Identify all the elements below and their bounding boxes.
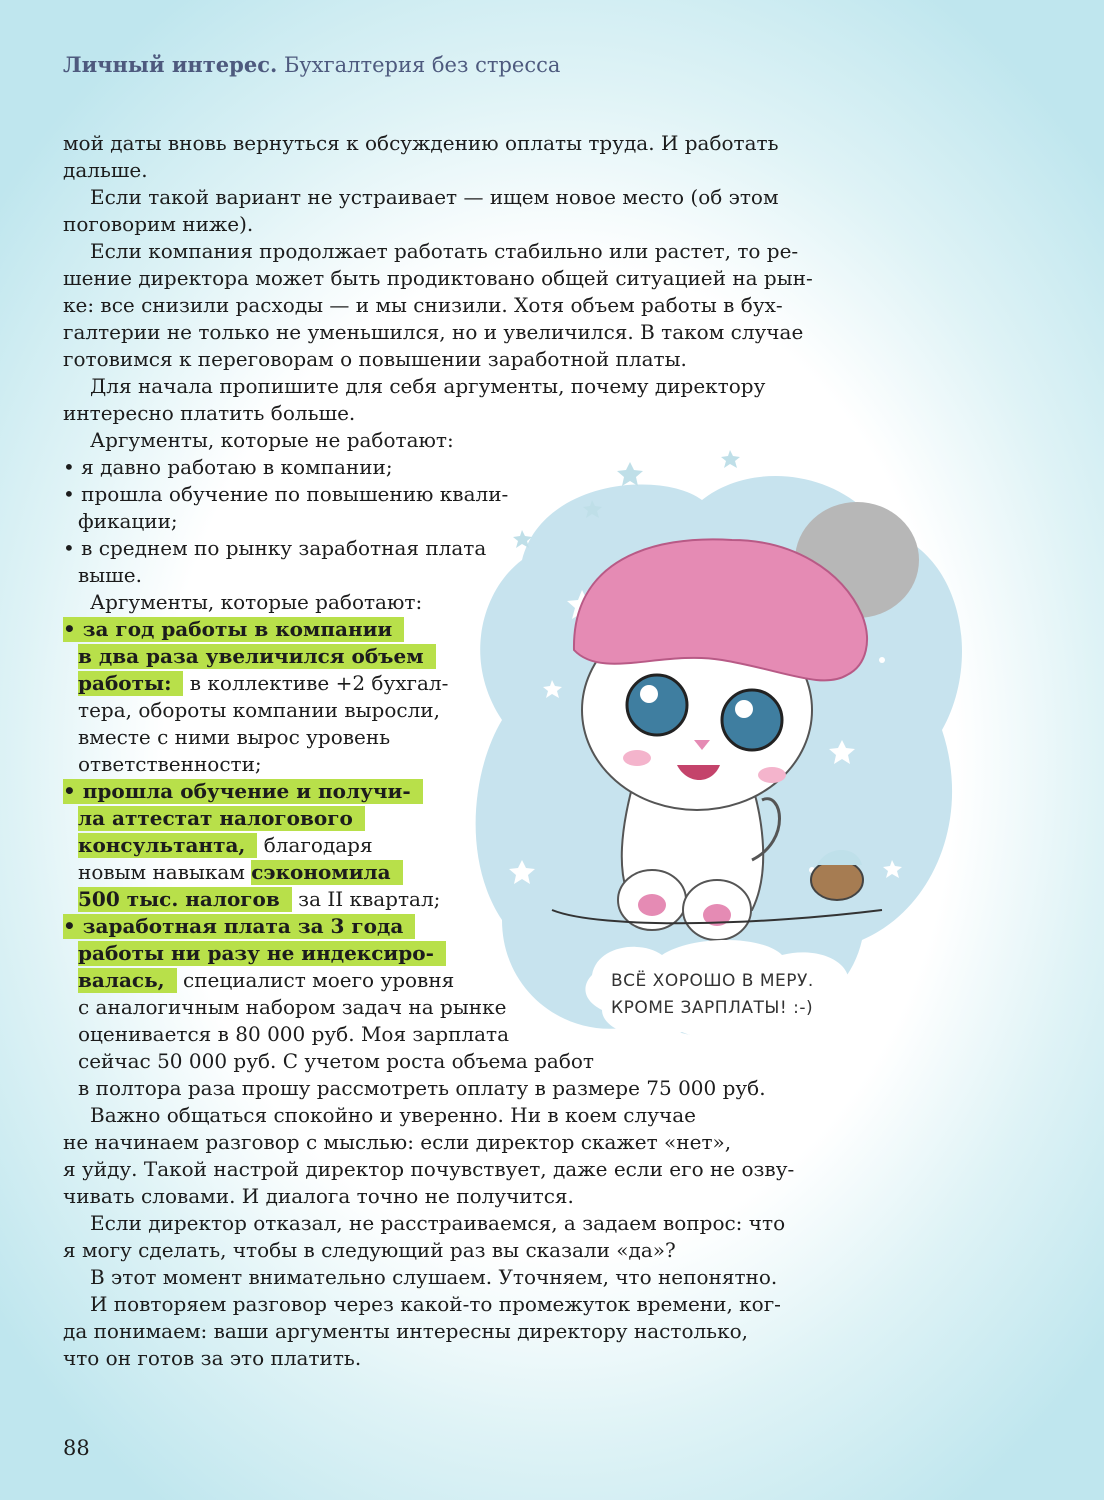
text-line: Если директор отказал, не расстраиваемся, а задаем вопрос: что: [90, 1211, 786, 1235]
illustration-caption: [611, 968, 814, 1022]
text-line: Аргументы, которые не работают:: [90, 428, 454, 452]
caption-line: ВСЁ ХОРОШО В МЕРУ.: [611, 971, 814, 991]
plain-text: новым навыкам: [78, 860, 252, 884]
plain-text: специалист моего уровня: [176, 968, 455, 992]
highlight: • за год работы в компании: [63, 617, 404, 642]
caption-line: КРОМЕ ЗАРПЛАТЫ! :-): [611, 998, 814, 1018]
running-head: [63, 52, 560, 77]
highlight: работы:: [78, 671, 183, 696]
text-line: мой даты вновь вернуться к обсуждению оплаты труда. И работать: [63, 131, 779, 155]
highlight: ла аттестат налогового: [78, 806, 365, 831]
bullet-item: • прошла обучение по повышению квали-: [63, 482, 509, 506]
text-line: Важно общаться спокойно и уверенно. Ни в коем случае: [90, 1103, 696, 1127]
text-line: в полтора раза прошу рассмотреть оплату в размере 75 000 руб.: [78, 1076, 766, 1100]
text-line: шение директора может быть продиктовано общей ситуацией на рын-: [63, 266, 813, 290]
highlight: • прошла обучение и получи-: [63, 779, 423, 804]
text-line: тера, обороты компании выросли,: [78, 698, 440, 722]
bullet-item: • я давно работаю в компании;: [63, 455, 393, 479]
text-line: ответственности;: [78, 752, 262, 776]
plain-text: благодаря: [257, 833, 373, 857]
highlight: • заработная плата за 3 года: [63, 914, 415, 939]
highlight: 500 тыс. налогов: [78, 887, 292, 912]
highlight: в два раза увеличился объем: [78, 644, 436, 669]
text-line: я уйду. Такой настрой директор почувствует, даже если его не озву-: [63, 1157, 795, 1181]
highlight: работы ни разу не индексиро-: [78, 941, 446, 966]
section-label: Личный интерес.: [63, 52, 278, 77]
bullet-item: • в среднем по рынку заработная плата: [63, 536, 487, 560]
text-line: фикации;: [78, 509, 178, 533]
text-line: я могу сделать, чтобы в следующий раз вы сказали «да»?: [63, 1238, 676, 1262]
plain-text: в коллективе +2 бухгал-: [183, 671, 449, 695]
text-line: Если компания продолжает работать стабильно или растет, то ре-: [90, 239, 799, 263]
text-line: поговорим ниже).: [63, 212, 254, 236]
text-line: готовимся к переговорам о повышении заработной платы.: [63, 347, 687, 371]
bird: [811, 860, 863, 900]
text-line: ке: все снизили расходы — и мы снизили. Хотя объем работы в бух-: [63, 293, 783, 317]
text-line: оценивается в 80 000 руб. Моя зарплата: [78, 1022, 510, 1046]
text-line: сейчас 50 000 руб. С учетом роста объема работ: [78, 1049, 594, 1073]
highlight: консультанта,: [78, 833, 257, 858]
text-line: Если такой вариант не устраивает — ищем новое место (об этом: [90, 185, 779, 209]
plain-text: за II квартал;: [291, 887, 441, 911]
page-number: 88: [63, 1436, 90, 1460]
text-line: В этот момент внимательно слушаем. Уточняем, что непонятно.: [90, 1265, 778, 1289]
text-line: выше.: [78, 563, 142, 587]
text-line: чивать словами. И диалога точно не получится.: [63, 1184, 574, 1208]
right-eye: [722, 690, 782, 750]
text-line: не начинаем разговор с мыслью: если директор скажет «нет»,: [63, 1130, 732, 1154]
text-line: интересно платить больше.: [63, 401, 356, 425]
text-line: да понимаем: ваши аргументы интересны директору настолько,: [63, 1319, 748, 1343]
highlight: валась,: [78, 968, 177, 993]
text-line: дальше.: [63, 158, 148, 182]
text-line: Для начала пропишите для себя аргументы, почему директору: [90, 374, 766, 398]
book-title: Бухгалтерия без стресса: [283, 53, 561, 77]
text-line: с аналогичным набором задач на рынке: [78, 995, 507, 1019]
left-eye: [627, 675, 687, 735]
highlight: сэкономила: [251, 860, 402, 885]
text-line: что он готов за это платить.: [63, 1346, 362, 1370]
text-line: И повторяем разговор через какой-то промежуток времени, ког-: [90, 1292, 781, 1316]
text-line: галтерии не только не уменьшился, но и увеличился. В таком случае: [63, 320, 804, 344]
text-line: Аргументы, которые работают:: [90, 590, 423, 614]
text-line: вместе с ними вырос уровень: [78, 725, 391, 749]
